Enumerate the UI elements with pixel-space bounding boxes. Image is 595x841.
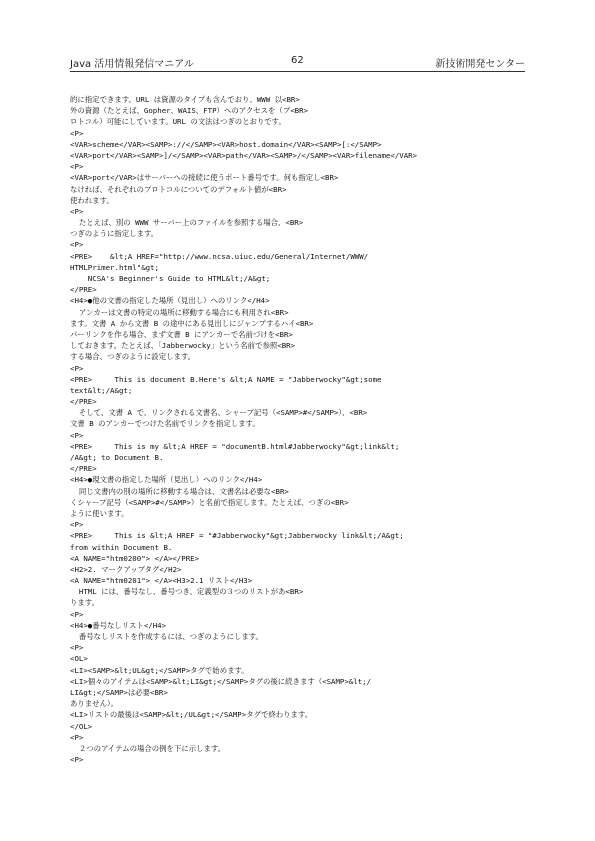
- text-line: くシャープ記号（<SAMP>#</SAMP>）と名前で指定します。たとえば、つぎの<BR>: [70, 497, 349, 507]
- text-line: LI&gt;</SAMP>は必要<BR>: [70, 687, 168, 697]
- text-line: パーリンクを作る場合、まず文書 B にアンカーで名前づけを<BR>: [70, 329, 293, 339]
- text-line: <P>: [70, 643, 84, 653]
- header-rule: [70, 71, 525, 72]
- text-line: HTML には、番号なし、番号つき、定義型の３つのリストがあ<BR>: [70, 587, 304, 597]
- text-line: </OL>: [70, 721, 93, 731]
- text-line: <P>: [70, 206, 84, 216]
- text-line: <P>: [70, 609, 84, 619]
- text-line: from within Document B.: [70, 542, 173, 552]
- text-line: ます。文書 A から文書 B の途中にある見出しにジャンプするハイ<BR>: [70, 318, 314, 328]
- text-line: <H2>2. マークアップタグ</H2>: [70, 564, 182, 574]
- text-line: </PRE>: [70, 397, 97, 407]
- text-line: /A&gt; to Document B.: [70, 453, 164, 462]
- text-line: <P>: [70, 520, 84, 530]
- text-line: する場合、つぎのように設定します。: [70, 352, 196, 362]
- text-line: </PRE>: [70, 285, 97, 295]
- text-line: 的に指定できます。URL は資源のタイプも含んでおり、WWW 以<BR>: [70, 95, 300, 104]
- header-title: Java 活用情報発信マニアル: [70, 59, 194, 70]
- text-line: <A NAME="htm0200"> </A></PRE>: [70, 553, 200, 563]
- text-line: <OL>: [70, 654, 88, 664]
- text-line: </PRE>: [70, 464, 97, 474]
- text-line: しておきます。たとえば、「Jabberwocky」という名前で参照<BR>: [70, 341, 296, 351]
- text-line: 外の資源（たとえば、Gopher、WAIS、FTP）へのアクセスを（プ<BR>: [70, 106, 309, 116]
- text-line: 同じ文書内の別の場所に移動する場合は、文書名は必要な<BR>: [70, 486, 289, 496]
- text-line: ロトコル）可能にしています。URL の文法はつぎのとおりです。: [70, 117, 286, 127]
- text-line: ります。: [70, 598, 99, 608]
- text-line: <VAR>port</VAR>はサーバーへの接続に使うポート番号です。何も指定し<BR>: [70, 173, 339, 183]
- text-line: <PRE> &lt;A HREF="http://www.ncsa.uiuc.edu/General/Internet/WWW/: [70, 251, 369, 261]
- header-organization: 新技術開発センター: [435, 59, 525, 70]
- text-line: ２つのアイテムの場合の例を下に示します。: [70, 743, 226, 753]
- text-line: <VAR>scheme</VAR><SAMP>://</SAMP><VAR>host.domain</VAR><SAMP>[:</SAMP>: [70, 139, 382, 149]
- text-line: <P>: [70, 128, 84, 138]
- text-line: <P>: [70, 162, 84, 172]
- document-body: [70, 94, 525, 765]
- text-line: <H4>●他の文書の指定した場所（見出し）へのリンク</H4>: [70, 296, 270, 306]
- text-line: <LI>個々のアイテムは<SAMP>&lt;LI&gt;</SAMP>タグの後に続きます（<SAMP>&lt;/: [70, 676, 372, 686]
- text-line: ありません）。: [70, 699, 119, 709]
- text-line: ように使います。: [70, 508, 129, 518]
- text-line: text&lt;/A&gt;: [70, 385, 133, 395]
- text-line: なければ、それぞれのプロトコルについてのデフォルト値が<BR>: [70, 184, 287, 194]
- text-line: <P>: [70, 363, 84, 373]
- text-line: HTMLPrimer.html"&gt;: [70, 262, 159, 272]
- text-line: つぎのように指定します。: [70, 229, 159, 239]
- text-line: <H4>●番号なしリスト</H4>: [70, 620, 167, 630]
- text-line: <P>: [70, 732, 84, 742]
- text-line: <LI><SAMP>&lt;UL&gt;</SAMP>タグで始めます。: [70, 665, 249, 675]
- text-line: <P>: [70, 430, 84, 440]
- text-line: アンカーは文書の特定の場所に移動する場合にも利用され<BR>: [70, 307, 289, 317]
- text-line: <PRE> This is &lt;A HREF = "#Jabberwocky"&gt;Jabberwocky link&lt;/A&gt;: [70, 531, 404, 541]
- text-line: <PRE> This is my &lt;A HREF = "documentB.html#Jabberwocky"&gt;link&lt;: [70, 441, 400, 451]
- text-line: <LI>リストの最後は<SAMP>&lt;/UL&gt;</SAMP>タグで終わります。: [70, 710, 313, 720]
- text-line: 文書 B のアンカーでつけた名前でリンクを指定します。: [70, 419, 260, 429]
- text-line: そして、文書 A で、リンクされる文書名、シャープ記号（<SAMP>#</SAMP>）、<BR>: [70, 408, 368, 418]
- page-header: [70, 55, 525, 71]
- text-line: <A NAME="htm0201"> </A><H3>2.1 リスト</H3>: [70, 576, 253, 586]
- text-line: 番号なしリストを作成するには、つぎのようにします。: [70, 632, 263, 641]
- text-line: <VAR>port</VAR><SAMP>]/</SAMP><VAR>path</VAR><SAMP>/</SAMP><VAR>filename</VAR>: [70, 150, 418, 160]
- text-line: <P>: [70, 240, 84, 250]
- page-number: 62: [291, 55, 304, 66]
- text-line: たとえば、別の WWW サーバー上のファイルを参照する場合、<BR>: [70, 218, 304, 228]
- text-line: 使われます。: [70, 195, 114, 205]
- text-line: NCSA's Beginner's Guide to HTML&lt;/A&gt;: [70, 274, 271, 283]
- text-line: <H4>●現文書の指定した場所（見出し）へのリンク</H4>: [70, 475, 263, 485]
- text-line: <P>: [70, 755, 84, 765]
- text-line: <PRE> This is document B.Here's &lt;A NAME = "Jabberwocky"&gt;some: [70, 374, 382, 384]
